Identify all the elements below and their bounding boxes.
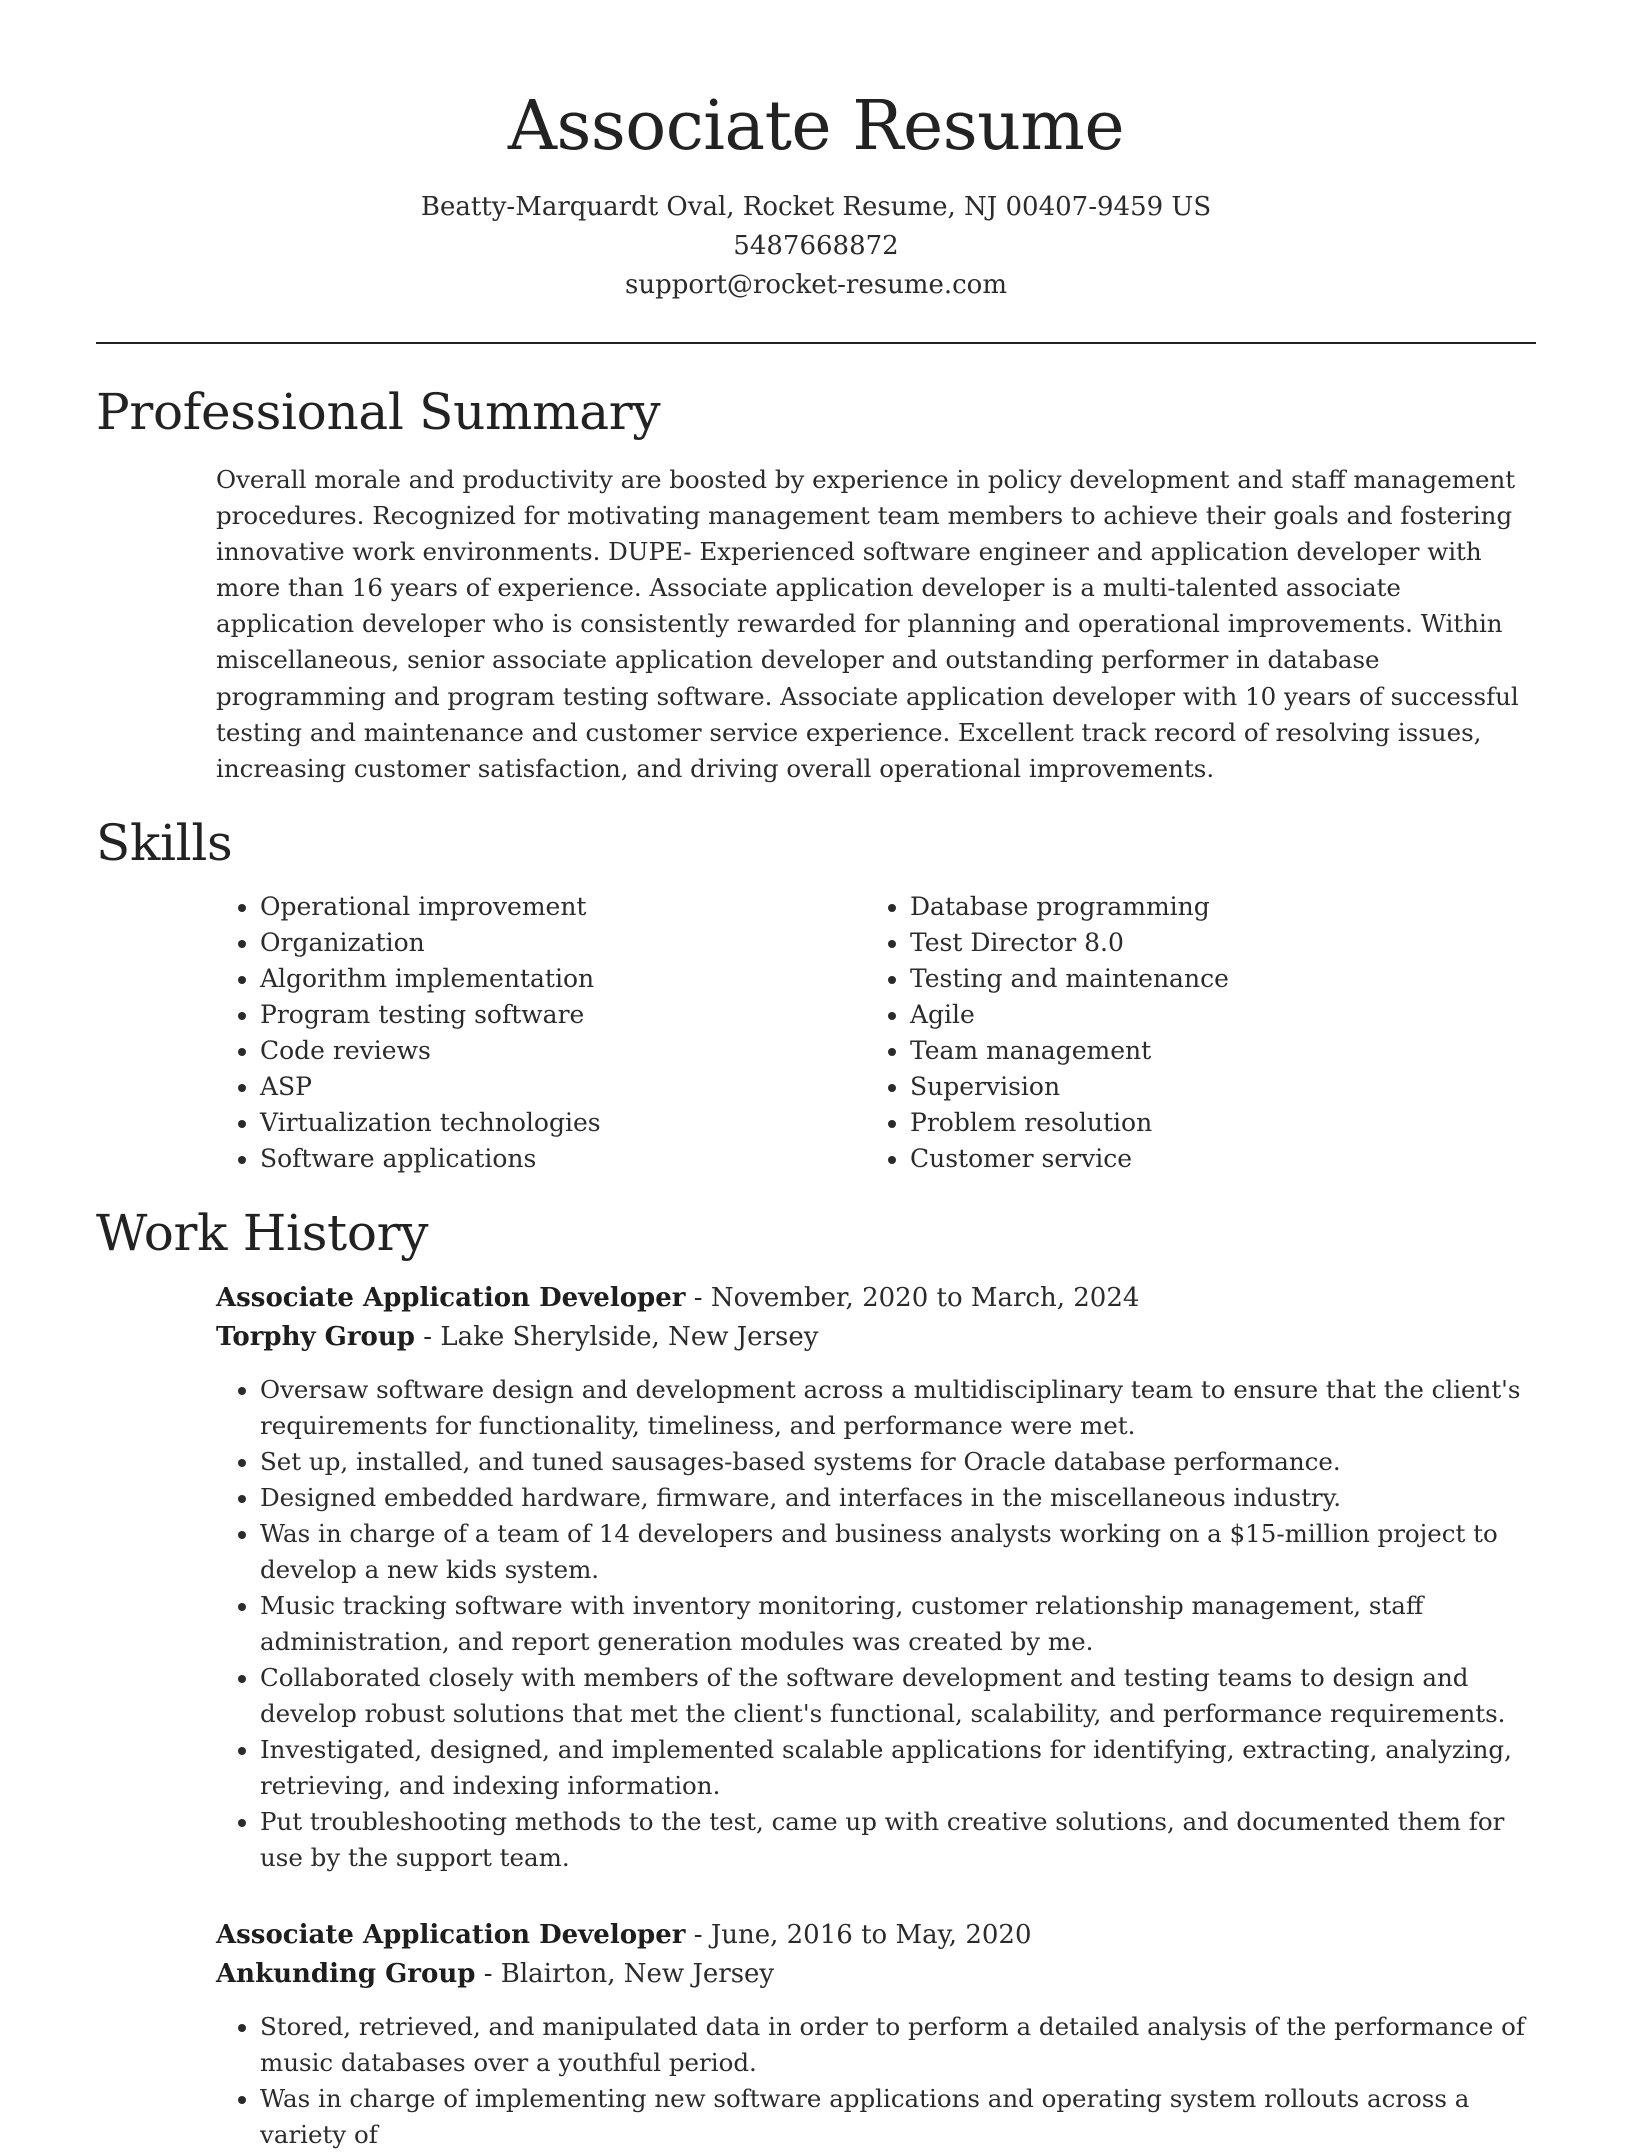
job-bullet: • Music tracking software with inventory monitoring, customer relationship management, staff administration, and report generation modules was created by me.: [260, 1588, 1536, 1660]
header-divider: [96, 342, 1536, 344]
skill-item: • Testing and maintenance: [910, 961, 1510, 997]
job-title-line: [216, 1916, 1536, 1956]
skill-item: • Operational improvement: [260, 889, 866, 925]
job-bullet: • Investigated, designed, and implemented scalable applications for identifying, extracting, analyzing, retrieving, and indexing information.: [260, 1732, 1536, 1804]
skill-item: • Virtualization technologies: [260, 1105, 866, 1141]
job-bullet: • Was in charge of implementing new software applications and operating system rollouts across a variety of: [260, 2081, 1536, 2153]
skills-column-1: [216, 889, 866, 1177]
job-bullet: • Designed embedded hardware, firmware, and interfaces in the miscellaneous industry.: [260, 1480, 1536, 1516]
skills-columns: [216, 889, 1536, 1177]
skills-column-2: [866, 889, 1510, 1177]
skill-item: • Customer service: [910, 1141, 1510, 1177]
job-dates: June, 2016 to May, 2020: [710, 1919, 1032, 1950]
contact-phone: 5487668872: [733, 231, 899, 261]
job-separator: -: [483, 1959, 501, 1990]
job-separator: -: [693, 1919, 711, 1950]
job-title-line: [216, 1279, 1536, 1319]
work-history-heading: Work History: [96, 1203, 429, 1262]
job-company: Torphy Group: [216, 1322, 415, 1353]
job-company-line: [216, 1318, 1536, 1358]
work-history-section: [96, 1201, 1536, 2153]
job-bullet: • Oversaw software design and development across a multidisciplinary team to ensure that the client's requirements for functionality, timeliness, and performance were met.: [260, 1372, 1536, 1444]
job-separator: -: [423, 1322, 441, 1353]
job-bullet: • Set up, installed, and tuned sausages-based systems for Oracle database performance.: [260, 1444, 1536, 1480]
skill-item: • Program testing software: [260, 997, 866, 1033]
skill-item: • ASP: [260, 1069, 866, 1105]
skill-item: • Team management: [910, 1033, 1510, 1069]
job-bullet: • Stored, retrieved, and manipulated data in order to perform a detailed analysis of the performance of music databases over a youthful period.: [260, 2009, 1536, 2081]
skill-item: • Agile: [910, 997, 1510, 1033]
job-separator: -: [693, 1282, 711, 1313]
job-company: Ankunding Group: [216, 1959, 476, 1990]
skill-item: • Software applications: [260, 1141, 866, 1177]
skill-item: • Database programming: [910, 889, 1510, 925]
skill-item: • Algorithm implementation: [260, 961, 866, 997]
resume-title: Associate Resume: [507, 87, 1125, 166]
skills-heading: Skills: [96, 813, 233, 872]
job-company-line: [216, 1955, 1536, 1995]
skill-item: • Test Director 8.0: [910, 925, 1510, 961]
skill-item: • Supervision: [910, 1069, 1510, 1105]
contact-email: support@rocket-resume.com: [624, 270, 1007, 300]
job-bullet: • Put troubleshooting methods to the test, came up with creative solutions, and documented them for use by the support team.: [260, 1804, 1536, 1876]
job-bullet: • Collaborated closely with members of the software development and testing teams to design and develop robust solutions that met the client's functional, scalability, and performance requirements.: [260, 1660, 1536, 1732]
skill-item: • Problem resolution: [910, 1105, 1510, 1141]
job-title: Associate Application Developer: [216, 1282, 686, 1313]
summary-section: [96, 380, 1536, 787]
resume-page: [96, 0, 1536, 2153]
summary-heading: Professional Summary: [96, 383, 661, 441]
job-bullets: [216, 1372, 1536, 1876]
job-location: Blairton, New Jersey: [500, 1959, 775, 1990]
job-bullets: [216, 2009, 1536, 2153]
job-bullet: • Was in charge of a team of 14 developers and business analysts working on a $15-million project to develop a new kids system.: [260, 1516, 1536, 1588]
skill-item: • Code reviews: [260, 1033, 866, 1069]
skills-section: [96, 811, 1536, 1177]
job-entry: [216, 1279, 1536, 1876]
summary-text: Overall morale and productivity are boosted by experience in policy development and staff management procedures. Recognized for motivating management team members to achieve their goals and fostering innovative work environments. DUPE- Experienced software engineer and application developer with more than 16 years of experience. Associate application developer is a multi-talented associate application developer who is consistently rewarded for planning and operational improvements. Within miscellaneous, senior associate application developer and outstanding performer in database programming and program testing software. Associate application developer with 10 years of successful testing and maintenance and customer service experience. Excellent track record of resolving issues, increasing customer satisfaction, and driving overall operational improvements.: [216, 465, 1519, 783]
job-location: Lake Sherylside, New Jersey: [440, 1322, 819, 1353]
skill-item: • Organization: [260, 925, 866, 961]
job-entry: [216, 1916, 1536, 2153]
contact-block: [96, 188, 1536, 305]
job-dates: November, 2020 to March, 2024: [710, 1282, 1140, 1313]
job-title: Associate Application Developer: [216, 1919, 686, 1950]
contact-address: Beatty-Marquardt Oval, Rocket Resume, NJ 00407-9459 US: [420, 192, 1212, 222]
